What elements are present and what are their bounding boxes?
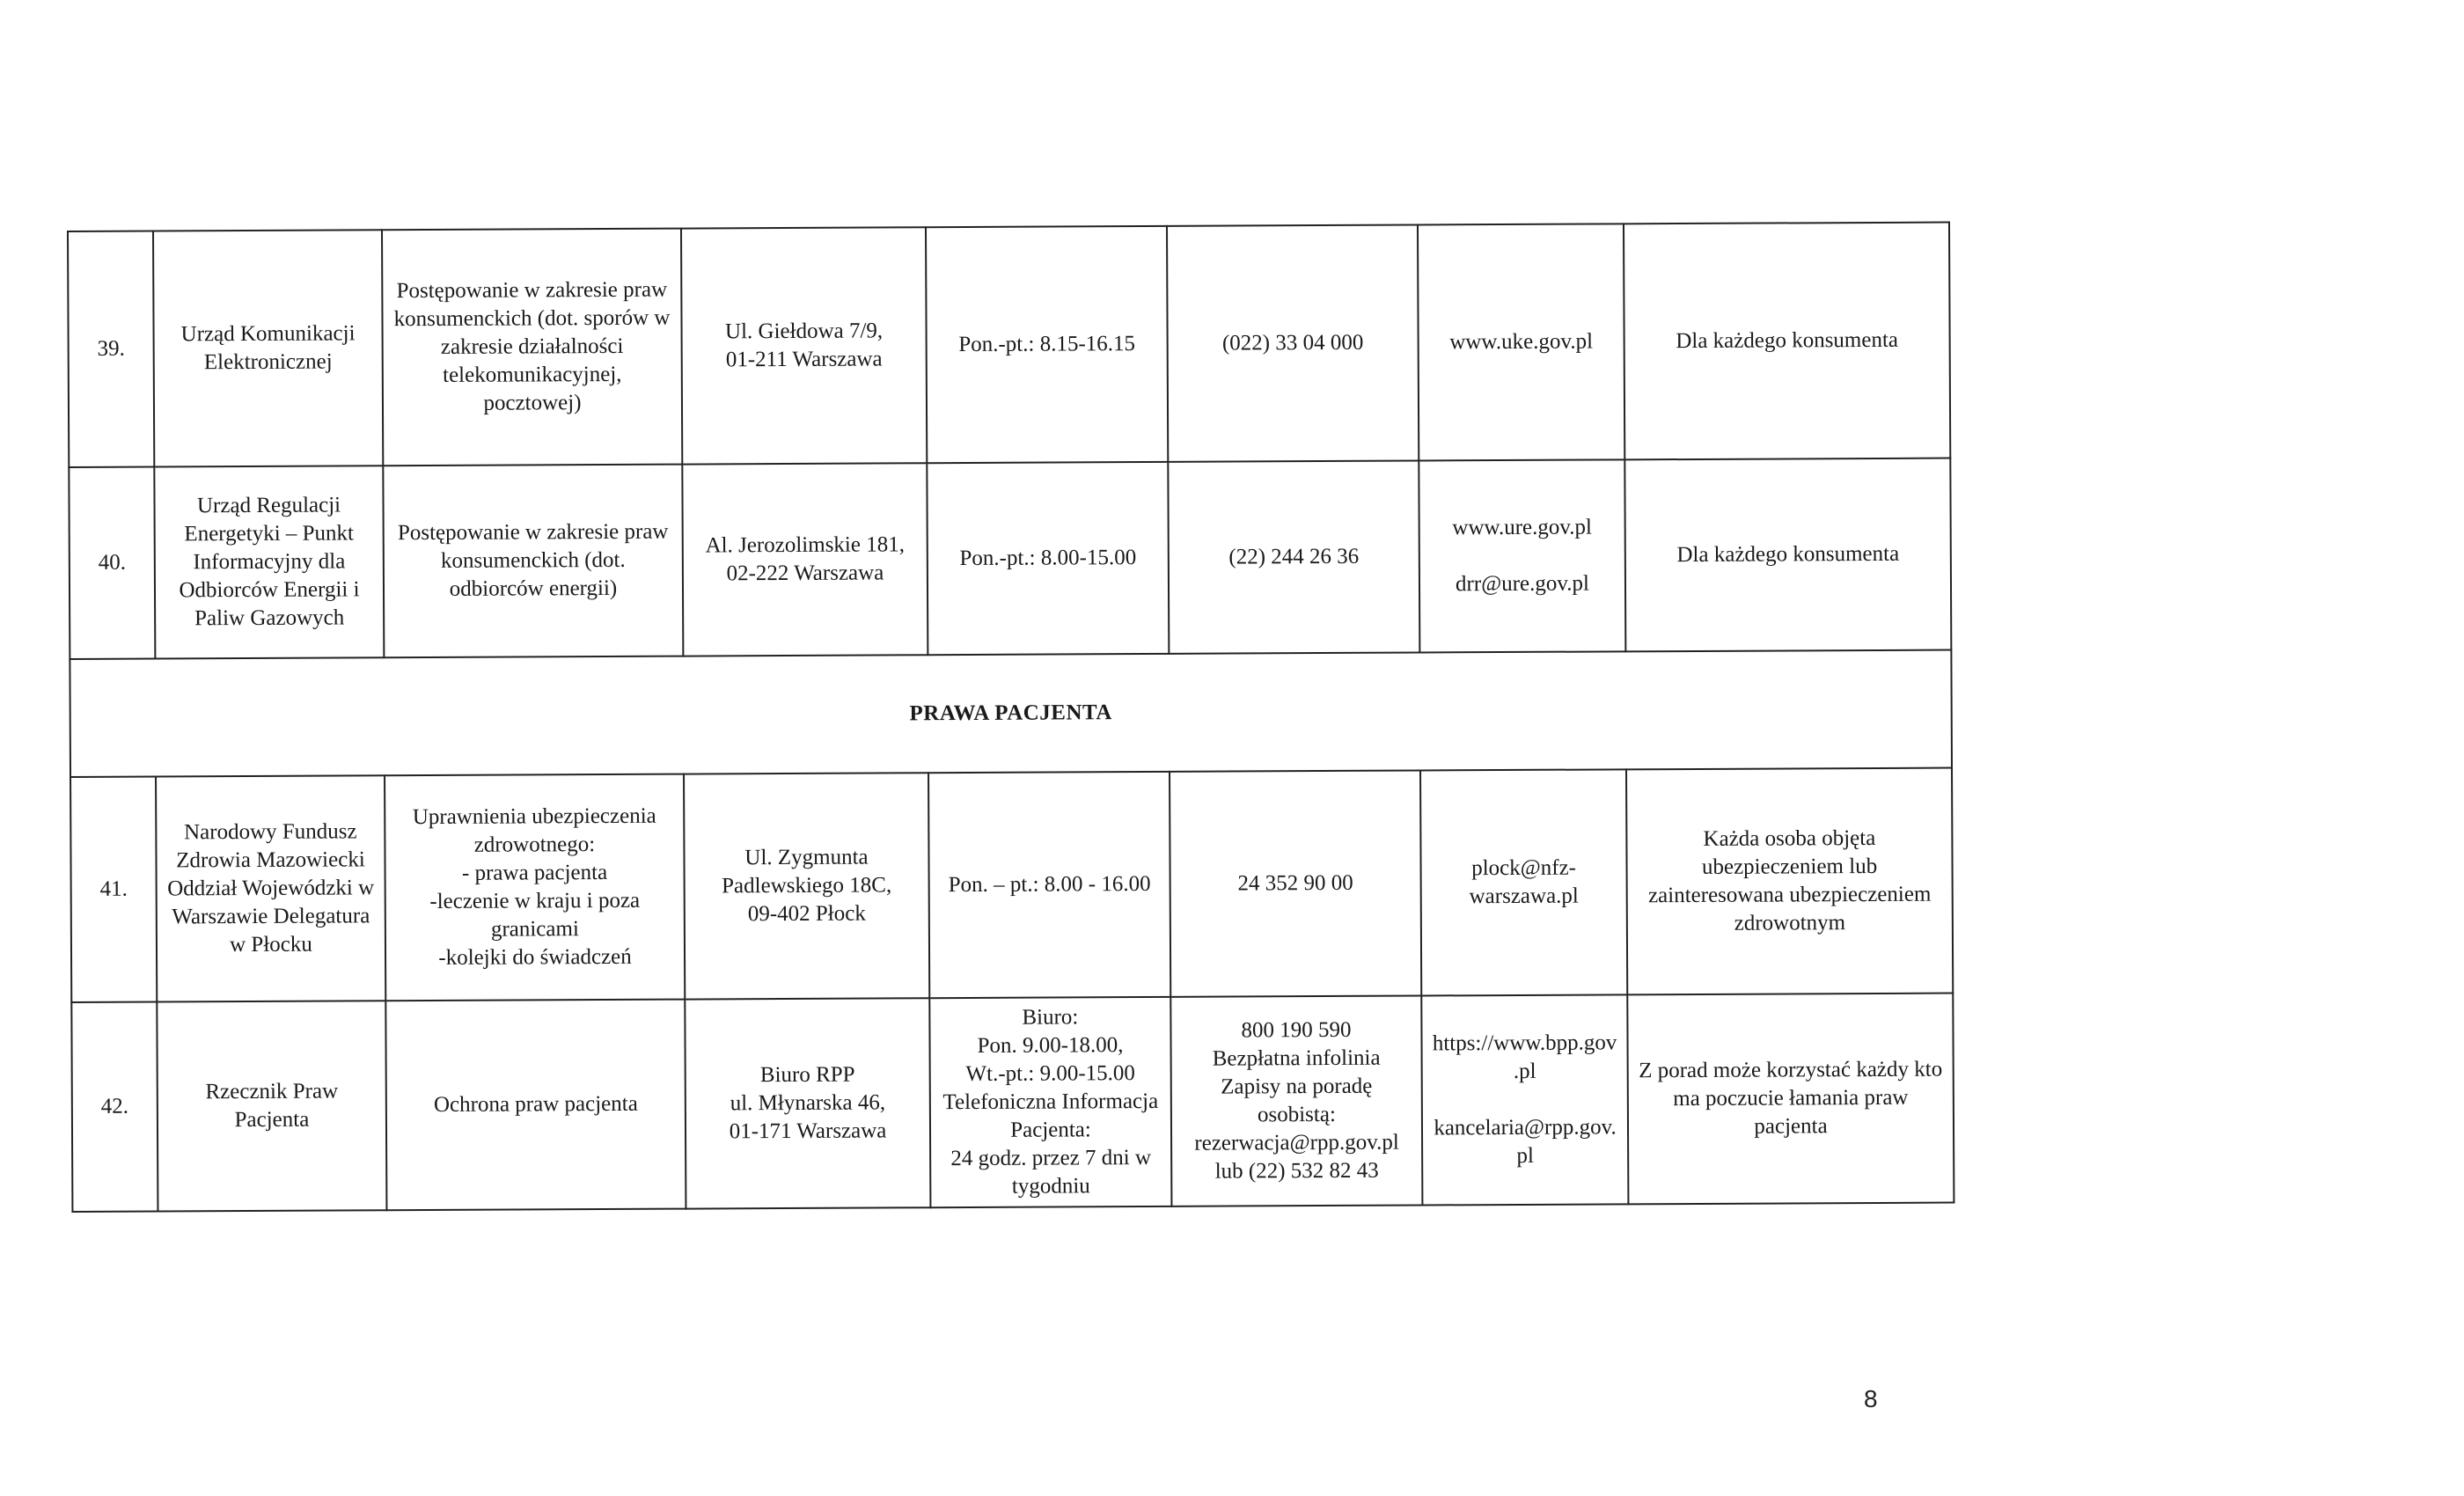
- address: [682, 463, 928, 656]
- table-row: [71, 994, 1954, 1212]
- website: [1421, 994, 1628, 1205]
- eligibility: Dla każdego konsumenta: [1624, 458, 1951, 652]
- address: [685, 998, 930, 1208]
- eligibility: Z porad może korzystać każdy kto ma poczucie łamania praw pacjenta: [1627, 994, 1954, 1205]
- section-row: [70, 650, 1952, 777]
- row-number: 40.: [69, 467, 155, 659]
- email-link[interactable]: kancelaria@rpp.gov.pl: [1434, 1115, 1617, 1168]
- hours-line: Wt.-pt.: 9.00-15.00: [965, 1061, 1135, 1087]
- phone-line: Bezpłatna infolinia: [1212, 1045, 1381, 1071]
- institution-name: Urząd Regulacji Energetyki – Punkt Informacyjny dla Odbiorców Energii i Paliw Gazowych: [154, 466, 384, 658]
- phone-line: Zapisy na poradę osobistą: rezerwacja@rpp.gov.pl lub (22) 532 82 43: [1194, 1074, 1399, 1184]
- phone-number: [1170, 995, 1422, 1206]
- address-line: Ul. Giełdowa 7/9,: [724, 319, 884, 344]
- row-number: 42.: [71, 1002, 158, 1212]
- institutions-table: [67, 222, 1954, 1213]
- address: [684, 773, 929, 999]
- address-line: 01-171 Warszawa: [729, 1118, 887, 1144]
- address-line: Al. Jerozolimskie 181,: [705, 532, 905, 558]
- address-line: 02-222 Warszawa: [726, 561, 884, 586]
- opening-hours: [928, 772, 1170, 998]
- scope-description: [385, 1000, 686, 1211]
- email-link[interactable]: drr@ure.gov.pl: [1455, 571, 1589, 597]
- table-row: [68, 223, 1950, 467]
- phone-number: (022) 33 04 000: [1167, 224, 1419, 461]
- eligibility: Każda osoba objęta ubezpieczeniem lub zainteresowana ubezpieczeniem zdrowotnym: [1626, 768, 1953, 995]
- scope-line: -kolejki do świadczeń: [438, 944, 632, 970]
- page-number: 8: [1864, 1385, 1878, 1412]
- opening-hours: [929, 997, 1171, 1207]
- address-line: 09-402 Płock: [747, 901, 866, 927]
- phone-number: [1170, 770, 1421, 996]
- phone-line: 800 190 590: [1241, 1017, 1352, 1043]
- hours-line: Telefoniczna Informacja Pacjenta:: [942, 1089, 1159, 1142]
- opening-hours: Pon.-pt.: 8.00-15.00: [927, 462, 1169, 655]
- eligibility: Dla każdego konsumenta: [1624, 223, 1950, 460]
- hours-line: 24 godz. przez 7 dni w tygodniu: [950, 1145, 1152, 1199]
- hours-line: Pon. – pt.: 8.00 - 16.00: [948, 871, 1151, 898]
- hours-line: Pon. 9.00-18.00,: [977, 1033, 1124, 1058]
- hours-line: Biuro:: [1022, 1005, 1079, 1030]
- row-number: 39.: [68, 231, 154, 467]
- website: [1420, 769, 1627, 995]
- document-sheet: [67, 222, 1953, 1207]
- opening-hours: Pon.-pt.: 8.15-16.15: [926, 226, 1168, 463]
- institution-name: Rzecznik Praw Pacjenta: [157, 1001, 386, 1211]
- institution-name: Urząd Komunikacji Elektronicznej: [153, 230, 383, 466]
- row-number: 41.: [70, 777, 157, 1002]
- website-link[interactable]: www.uke.gov.pl: [1449, 329, 1594, 355]
- scope-line: - prawa pacjenta: [461, 861, 608, 885]
- phone-line: 24 352 90 00: [1237, 870, 1353, 896]
- address-line: Biuro RPP: [759, 1062, 855, 1088]
- institution-name: Narodowy Fundusz Zdrowia Mazowiecki Oddział Wojewódzki w Warszawie Delegatura w Płocku: [156, 775, 385, 1001]
- table-row: [70, 768, 1953, 1002]
- table-row: [69, 458, 1951, 659]
- address-line: Ul. Zygmunta Padlewskiego 18C,: [722, 845, 892, 898]
- scope-description: Postępowanie w zakresie praw konsumenckich (dot. odbiorców energii): [383, 465, 683, 658]
- phone-number: (22) 244 26 36: [1168, 460, 1419, 653]
- email-link[interactable]: plock@nfz-warszawa.pl: [1469, 855, 1579, 909]
- address-line: ul. Młynarska 46,: [730, 1090, 886, 1116]
- scope-description: Postępowanie w zakresie praw konsumenckich (dot. sporów w zakresie działalności telekomunikacyjnej, pocztowej): [382, 229, 682, 466]
- scope-line: -leczenie w kraju i poza granicami: [429, 888, 641, 942]
- section-title: PRAWA PACJENTA: [70, 650, 1952, 777]
- scope-line: Uprawnienia ubezpieczenia zdrowotnego:: [412, 803, 656, 857]
- address: [681, 227, 927, 464]
- website: [1419, 459, 1625, 652]
- website-link[interactable]: https://www.bpp.gov.pl: [1432, 1030, 1617, 1083]
- website: [1418, 224, 1624, 460]
- scope-line: Ochrona praw pacjenta: [433, 1091, 638, 1117]
- scope-description: [385, 774, 685, 1001]
- address-line: 01-211 Warszawa: [725, 347, 883, 372]
- website-link[interactable]: www.ure.gov.pl: [1452, 515, 1592, 540]
